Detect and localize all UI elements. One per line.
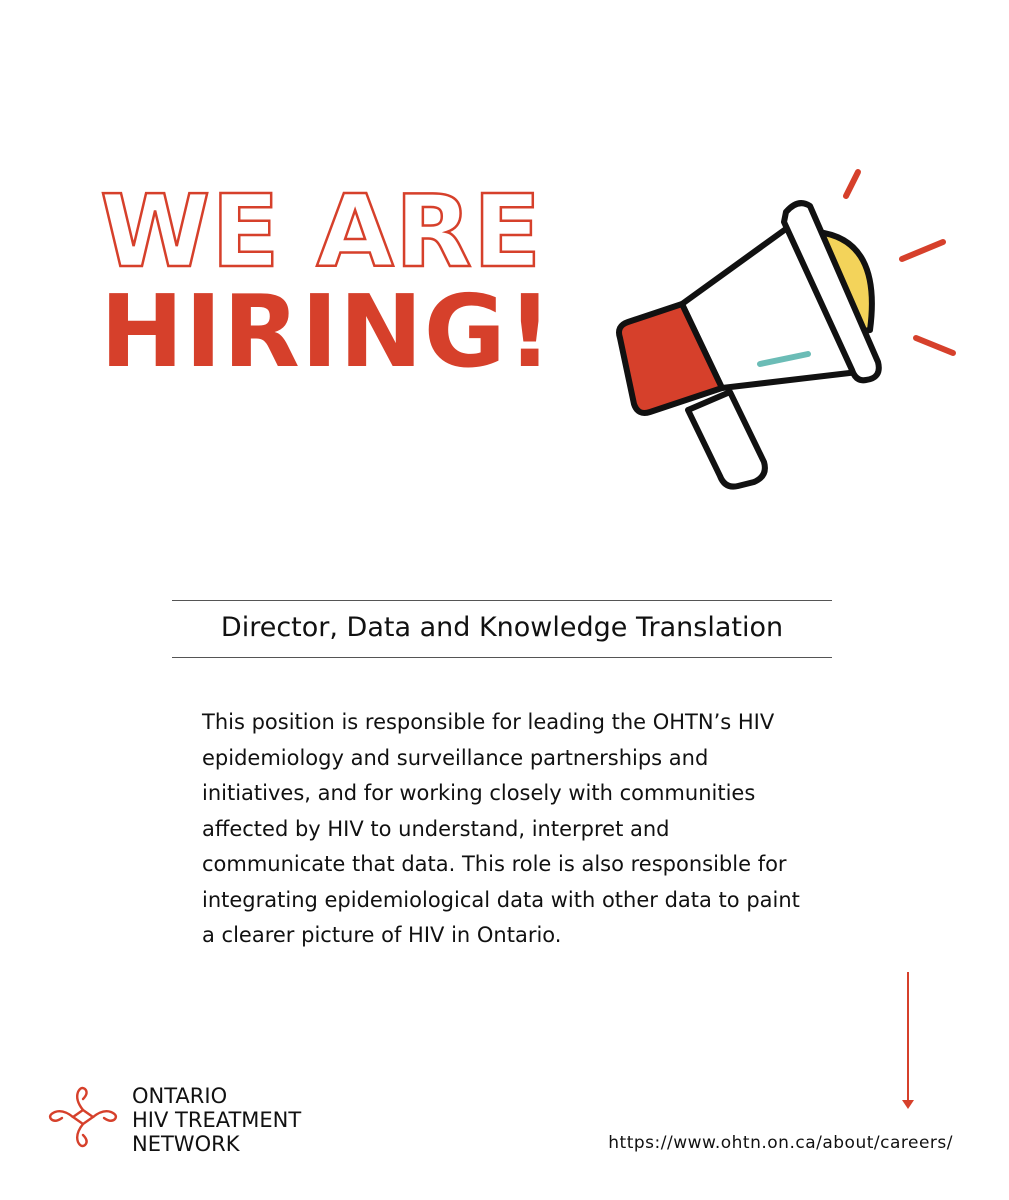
headline-hiring: HIRING! — [100, 273, 554, 390]
title-divider-top — [172, 600, 832, 601]
job-title: Director, Data and Knowledge Translation — [220, 612, 784, 643]
title-divider-bottom — [172, 657, 832, 658]
job-description: This position is responsible for leading the OHTN’s HIV epidemiology and surveillance partnerships and initiatives, and for working closely with communities affected by HIV to understand, interpret and communicate that data. This role is also responsible for integrating epidemiological data with other data to paint a clearer picture of HIV in Ontario. — [202, 710, 800, 947]
arrow-down-icon — [898, 970, 918, 1112]
careers-link[interactable]: https://www.ohtn.on.ca/about/careers/ — [608, 1133, 953, 1153]
organization-name — [132, 1084, 301, 1156]
ohtn-logo-icon — [45, 1083, 121, 1151]
organization-name-line2: HIV TREATMENT — [132, 1108, 302, 1132]
organization-name-line1: ONTARIO — [132, 1084, 228, 1108]
organization-name-line3: NETWORK — [132, 1132, 240, 1156]
headline-we-are: WE ARE — [100, 173, 543, 290]
megaphone-icon — [600, 160, 970, 500]
